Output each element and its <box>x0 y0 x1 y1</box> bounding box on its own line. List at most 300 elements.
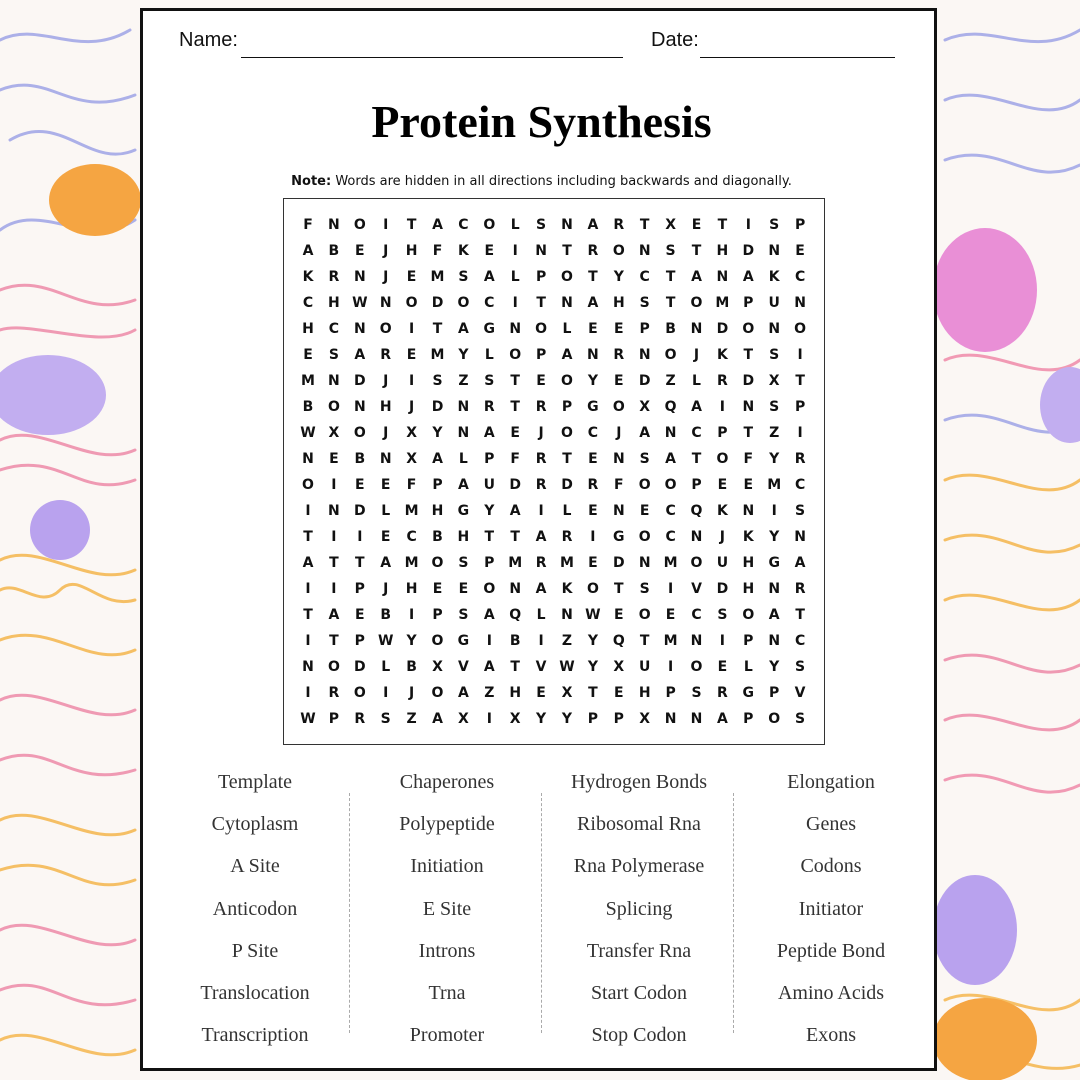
grid-letter[interactable]: E <box>510 425 520 441</box>
grid-letter[interactable]: T <box>743 347 754 363</box>
grid-letter[interactable]: O <box>353 685 366 701</box>
grid-letter[interactable]: X <box>509 711 521 727</box>
grid-letter[interactable]: R <box>483 399 495 415</box>
grid-letter[interactable]: E <box>406 269 417 285</box>
grid-letter[interactable]: O <box>483 581 496 597</box>
grid-letter[interactable]: Q <box>664 399 677 415</box>
grid-letter[interactable]: P <box>432 477 443 493</box>
grid-letter[interactable]: N <box>742 503 755 519</box>
grid-letter[interactable]: C <box>794 477 806 493</box>
grid-letter[interactable]: T <box>329 633 339 649</box>
grid-letter[interactable]: S <box>380 711 391 727</box>
grid-letter[interactable]: A <box>535 529 547 545</box>
grid-letter[interactable]: I <box>383 217 389 233</box>
grid-letter[interactable]: H <box>379 399 392 415</box>
grid-letter[interactable]: U <box>483 477 495 493</box>
grid-letter[interactable]: N <box>353 399 366 415</box>
grid-letter[interactable]: P <box>613 711 624 727</box>
grid-letter[interactable]: W <box>300 711 316 727</box>
grid-letter[interactable]: C <box>406 529 417 545</box>
grid-letter[interactable]: A <box>380 555 392 571</box>
grid-letter[interactable]: M <box>301 373 315 389</box>
grid-letter[interactable]: N <box>328 503 340 519</box>
grid-letter[interactable]: O <box>638 529 651 545</box>
grid-letter[interactable]: D <box>716 321 729 337</box>
grid-letter[interactable]: Y <box>406 633 417 649</box>
grid-letter[interactable]: N <box>612 451 625 467</box>
grid-letter[interactable]: T <box>329 555 339 571</box>
grid-letter[interactable]: H <box>716 243 729 259</box>
grid-letter[interactable]: N <box>768 581 781 597</box>
grid-letter[interactable]: O <box>664 347 677 363</box>
grid-letter[interactable]: C <box>665 503 676 519</box>
grid-letter[interactable]: W <box>352 295 368 311</box>
date-line[interactable] <box>700 57 895 58</box>
grid-letter[interactable]: X <box>406 451 417 467</box>
grid-letter[interactable]: I <box>512 295 518 311</box>
grid-letter[interactable]: I <box>383 685 389 701</box>
grid-letter[interactable]: O <box>638 607 651 623</box>
grid-letter[interactable]: M <box>767 477 782 493</box>
grid-letter[interactable]: I <box>305 503 311 519</box>
grid-letter[interactable]: J <box>408 685 415 701</box>
grid-letter[interactable]: A <box>716 711 728 727</box>
grid-letter[interactable]: M <box>508 555 523 571</box>
grid-letter[interactable]: L <box>692 373 701 389</box>
grid-letter[interactable]: X <box>457 711 469 727</box>
grid-letter[interactable]: T <box>562 243 572 259</box>
grid-letter[interactable]: Q <box>690 503 703 519</box>
grid-letter[interactable]: A <box>483 269 495 285</box>
grid-letter[interactable]: E <box>484 243 495 259</box>
grid-letter[interactable]: B <box>354 451 366 467</box>
grid-letter[interactable]: I <box>331 529 337 545</box>
grid-letter[interactable]: W <box>559 659 575 675</box>
grid-letter[interactable]: N <box>353 269 366 285</box>
grid-letter[interactable]: E <box>614 373 624 389</box>
grid-letter[interactable]: T <box>691 243 702 259</box>
grid-letter[interactable]: P <box>328 711 340 727</box>
grid-letter[interactable]: P <box>743 711 754 727</box>
grid-letter[interactable]: X <box>665 217 676 233</box>
grid-letter[interactable]: A <box>328 607 340 623</box>
grid-letter[interactable]: A <box>742 269 754 285</box>
grid-letter[interactable]: E <box>743 477 754 493</box>
grid-letter[interactable]: X <box>639 711 651 727</box>
grid-letter[interactable]: O <box>664 477 677 493</box>
grid-letter[interactable]: S <box>769 217 780 233</box>
grid-letter[interactable]: A <box>432 451 443 467</box>
grid-letter[interactable]: Z <box>561 633 573 649</box>
grid-letter[interactable]: V <box>457 659 469 675</box>
grid-letter[interactable]: T <box>639 217 650 233</box>
grid-letter[interactable]: J <box>383 425 389 441</box>
grid-letter[interactable]: Y <box>432 425 443 441</box>
grid-letter[interactable]: S <box>639 295 650 311</box>
grid-letter[interactable]: Q <box>509 607 522 623</box>
grid-letter[interactable]: R <box>535 555 547 571</box>
grid-letter[interactable]: T <box>432 321 443 337</box>
grid-letter[interactable]: Z <box>406 711 417 727</box>
grid-letter[interactable]: I <box>357 529 363 545</box>
grid-letter[interactable]: N <box>561 295 573 311</box>
grid-letter[interactable]: M <box>430 269 445 285</box>
grid-letter[interactable]: S <box>458 607 469 623</box>
grid-letter[interactable]: R <box>794 451 806 467</box>
grid-letter[interactable]: O <box>302 477 314 493</box>
grid-letter[interactable]: X <box>639 399 651 415</box>
grid-letter[interactable]: P <box>743 633 754 649</box>
grid-letter[interactable]: J <box>383 243 389 259</box>
grid-letter[interactable]: Y <box>587 373 598 389</box>
grid-letter[interactable]: M <box>404 555 419 571</box>
grid-letter[interactable]: D <box>431 295 444 311</box>
grid-letter[interactable]: O <box>690 555 703 571</box>
grid-letter[interactable]: R <box>587 243 599 259</box>
grid-letter[interactable]: R <box>535 451 547 467</box>
grid-letter[interactable]: I <box>538 503 544 519</box>
grid-letter[interactable]: T <box>588 685 598 701</box>
grid-letter[interactable]: P <box>484 451 495 467</box>
grid-letter[interactable]: V <box>535 659 547 675</box>
grid-letter[interactable]: E <box>588 321 598 337</box>
grid-letter[interactable]: W <box>300 425 316 441</box>
grid-letter[interactable]: M <box>715 295 730 311</box>
grid-letter[interactable]: N <box>302 659 314 675</box>
grid-letter[interactable]: N <box>379 451 392 467</box>
grid-letter[interactable]: A <box>509 503 521 519</box>
grid-letter[interactable]: M <box>663 633 678 649</box>
grid-letter[interactable]: S <box>458 269 469 285</box>
grid-letter[interactable]: D <box>353 659 366 675</box>
grid-letter[interactable]: L <box>484 347 494 363</box>
grid-letter[interactable]: O <box>509 347 522 363</box>
grid-letter[interactable]: B <box>328 243 340 259</box>
grid-letter[interactable]: B <box>406 659 417 675</box>
grid-letter[interactable]: I <box>512 243 518 259</box>
grid-letter[interactable]: Y <box>587 633 598 649</box>
grid-letter[interactable]: P <box>691 477 702 493</box>
grid-letter[interactable]: P <box>561 399 573 415</box>
grid-letter[interactable]: S <box>769 399 780 415</box>
grid-letter[interactable]: E <box>355 607 365 623</box>
grid-letter[interactable]: P <box>587 711 599 727</box>
grid-letter[interactable]: R <box>561 529 573 545</box>
grid-letter[interactable]: E <box>432 581 443 597</box>
grid-letter[interactable]: J <box>538 425 544 441</box>
grid-letter[interactable]: N <box>794 295 806 311</box>
grid-letter[interactable]: O <box>457 295 470 311</box>
grid-letter[interactable]: R <box>380 347 392 363</box>
grid-letter[interactable]: P <box>535 269 547 285</box>
grid-letter[interactable]: H <box>612 295 625 311</box>
grid-letter[interactable]: E <box>536 685 546 701</box>
grid-letter[interactable]: X <box>406 425 417 441</box>
grid-letter[interactable]: O <box>353 217 366 233</box>
grid-letter[interactable]: A <box>354 347 366 363</box>
grid-letter[interactable]: I <box>331 477 337 493</box>
grid-letter[interactable]: A <box>768 607 780 623</box>
grid-letter[interactable]: N <box>561 217 573 233</box>
grid-letter[interactable]: X <box>561 685 573 701</box>
grid-letter[interactable]: O <box>561 269 573 285</box>
grid-letter[interactable]: I <box>745 217 751 233</box>
grid-letter[interactable]: T <box>303 529 313 545</box>
grid-letter[interactable]: R <box>613 347 625 363</box>
grid-letter[interactable]: S <box>536 217 547 233</box>
grid-letter[interactable]: O <box>612 243 625 259</box>
grid-letter[interactable]: S <box>458 555 469 571</box>
grid-letter[interactable]: S <box>328 347 339 363</box>
grid-letter[interactable]: O <box>327 659 340 675</box>
grid-letter[interactable]: N <box>768 243 781 259</box>
grid-letter[interactable]: B <box>432 529 443 545</box>
grid-letter[interactable]: E <box>665 607 676 623</box>
grid-letter[interactable]: H <box>742 581 755 597</box>
grid-letter[interactable]: R <box>717 373 728 389</box>
grid-letter[interactable]: J <box>719 529 725 545</box>
grid-letter[interactable]: O <box>431 633 444 649</box>
grid-letter[interactable]: I <box>331 581 337 597</box>
grid-letter[interactable]: T <box>665 295 676 311</box>
grid-letter[interactable]: B <box>380 607 392 623</box>
grid-letter[interactable]: T <box>639 633 650 649</box>
grid-letter[interactable]: E <box>614 607 624 623</box>
grid-letter[interactable]: R <box>354 711 366 727</box>
grid-letter[interactable]: S <box>639 581 650 597</box>
grid-letter[interactable]: L <box>381 659 391 675</box>
grid-letter[interactable]: O <box>379 321 392 337</box>
grid-letter[interactable]: M <box>404 503 419 519</box>
grid-letter[interactable]: E <box>406 347 417 363</box>
grid-letter[interactable]: R <box>794 581 806 597</box>
grid-letter[interactable]: I <box>538 633 544 649</box>
grid-letter[interactable]: E <box>614 321 624 337</box>
grid-letter[interactable]: Z <box>769 425 780 441</box>
grid-letter[interactable]: F <box>432 243 443 259</box>
grid-letter[interactable]: D <box>353 373 366 389</box>
grid-letter[interactable]: G <box>457 503 470 519</box>
grid-letter[interactable]: D <box>742 373 755 389</box>
grid-letter[interactable]: S <box>639 451 650 467</box>
grid-letter[interactable]: N <box>302 451 314 467</box>
grid-letter[interactable]: N <box>638 347 651 363</box>
grid-letter[interactable]: C <box>665 529 676 545</box>
grid-letter[interactable]: O <box>431 685 444 701</box>
grid-letter[interactable]: E <box>380 529 391 545</box>
grid-letter[interactable]: O <box>327 399 340 415</box>
grid-letter[interactable]: S <box>432 373 443 389</box>
grid-letter[interactable]: N <box>690 711 703 727</box>
grid-letter[interactable]: E <box>355 243 365 259</box>
grid-letter[interactable]: I <box>305 685 311 701</box>
grid-letter[interactable]: Z <box>665 373 676 389</box>
grid-letter[interactable]: U <box>639 659 651 675</box>
grid-letter[interactable]: A <box>302 243 314 259</box>
grid-letter[interactable]: F <box>510 451 520 467</box>
grid-letter[interactable]: L <box>510 269 520 285</box>
grid-letter[interactable]: A <box>457 477 469 493</box>
grid-letter[interactable]: M <box>430 347 445 363</box>
grid-letter[interactable]: H <box>638 685 651 701</box>
grid-letter[interactable]: R <box>328 269 340 285</box>
grid-letter[interactable]: Y <box>587 659 598 675</box>
grid-letter[interactable]: O <box>353 425 366 441</box>
grid-letter[interactable]: E <box>691 217 702 233</box>
grid-letter[interactable]: N <box>768 321 781 337</box>
grid-letter[interactable]: N <box>509 321 522 337</box>
grid-letter[interactable]: T <box>588 269 598 285</box>
grid-letter[interactable]: K <box>561 581 573 597</box>
grid-letter[interactable]: Y <box>769 529 780 545</box>
grid-letter[interactable]: I <box>797 425 803 441</box>
grid-letter[interactable]: E <box>639 503 650 519</box>
grid-letter[interactable]: E <box>717 659 728 675</box>
grid-letter[interactable]: H <box>431 503 444 519</box>
grid-letter[interactable]: O <box>405 295 418 311</box>
grid-letter[interactable]: K <box>742 529 754 545</box>
grid-letter[interactable]: A <box>587 217 599 233</box>
grid-letter[interactable]: H <box>405 581 418 597</box>
grid-letter[interactable]: E <box>380 477 391 493</box>
grid-letter[interactable]: Y <box>613 269 624 285</box>
grid-letter[interactable]: L <box>510 217 520 233</box>
grid-letter[interactable]: K <box>716 347 728 363</box>
grid-letter[interactable]: B <box>665 321 676 337</box>
grid-letter[interactable]: O <box>586 581 599 597</box>
grid-letter[interactable]: N <box>328 217 340 233</box>
grid-letter[interactable]: X <box>432 659 443 675</box>
grid-letter[interactable]: E <box>795 243 805 259</box>
grid-letter[interactable]: I <box>305 633 311 649</box>
grid-letter[interactable]: A <box>587 295 599 311</box>
grid-letter[interactable]: O <box>716 451 729 467</box>
grid-letter[interactable]: E <box>588 555 598 571</box>
grid-letter[interactable]: T <box>510 529 520 545</box>
grid-letter[interactable]: Z <box>484 685 495 701</box>
grid-letter[interactable]: C <box>794 269 806 285</box>
grid-letter[interactable]: T <box>562 451 572 467</box>
grid-letter[interactable]: U <box>716 555 729 571</box>
grid-letter[interactable]: N <box>509 581 522 597</box>
grid-letter[interactable]: X <box>768 373 780 389</box>
grid-letter[interactable]: C <box>691 607 702 623</box>
grid-letter[interactable]: E <box>614 685 624 701</box>
grid-letter[interactable]: O <box>638 477 651 493</box>
grid-letter[interactable]: D <box>638 373 651 389</box>
grid-letter[interactable]: T <box>795 373 805 389</box>
grid-letter[interactable]: N <box>561 607 573 623</box>
grid-letter[interactable]: E <box>717 477 728 493</box>
grid-letter[interactable]: C <box>639 269 650 285</box>
grid-letter[interactable]: C <box>587 425 599 441</box>
grid-letter[interactable]: N <box>612 503 625 519</box>
grid-letter[interactable]: B <box>302 399 314 415</box>
grid-letter[interactable]: T <box>795 607 805 623</box>
grid-letter[interactable]: K <box>716 503 728 519</box>
grid-letter[interactable]: G <box>742 685 755 701</box>
grid-letter[interactable]: P <box>743 295 754 311</box>
grid-letter[interactable]: P <box>794 399 806 415</box>
grid-letter[interactable]: O <box>561 425 573 441</box>
grid-letter[interactable]: T <box>717 217 728 233</box>
grid-letter[interactable]: S <box>795 659 806 675</box>
grid-letter[interactable]: D <box>612 555 625 571</box>
grid-letter[interactable]: W <box>585 607 601 623</box>
grid-letter[interactable]: D <box>742 243 755 259</box>
grid-letter[interactable]: A <box>691 269 702 285</box>
grid-letter[interactable]: N <box>638 555 651 571</box>
grid-letter[interactable]: T <box>665 269 676 285</box>
grid-letter[interactable]: Y <box>561 711 573 727</box>
grid-letter[interactable]: T <box>614 581 624 597</box>
grid-letter[interactable]: I <box>719 399 725 415</box>
grid-letter[interactable]: N <box>535 243 547 259</box>
grid-letter[interactable]: A <box>535 581 547 597</box>
grid-letter[interactable]: C <box>458 217 469 233</box>
grid-letter[interactable]: O <box>742 607 755 623</box>
grid-letter[interactable]: L <box>562 321 572 337</box>
grid-letter[interactable]: V <box>794 685 806 701</box>
grid-letter[interactable]: P <box>484 555 495 571</box>
grid-letter[interactable]: R <box>535 477 547 493</box>
grid-letter[interactable]: F <box>303 217 313 233</box>
grid-letter[interactable]: O <box>768 711 781 727</box>
grid-letter[interactable]: I <box>797 347 803 363</box>
grid-letter[interactable]: A <box>665 451 677 467</box>
grid-letter[interactable]: T <box>510 659 520 675</box>
grid-letter[interactable]: A <box>483 607 495 623</box>
name-line[interactable] <box>241 57 623 58</box>
grid-letter[interactable]: M <box>560 555 574 571</box>
grid-letter[interactable]: N <box>664 711 677 727</box>
grid-letter[interactable]: D <box>353 503 366 519</box>
grid-letter[interactable]: T <box>484 529 495 545</box>
grid-letter[interactable]: T <box>510 373 520 389</box>
grid-letter[interactable]: D <box>561 477 573 493</box>
grid-letter[interactable]: S <box>665 243 676 259</box>
grid-letter[interactable]: G <box>457 633 470 649</box>
grid-letter[interactable]: P <box>639 321 650 337</box>
grid-letter[interactable]: F <box>406 477 417 493</box>
grid-letter[interactable]: N <box>716 269 729 285</box>
grid-letter[interactable]: L <box>381 503 391 519</box>
grid-letter[interactable]: C <box>302 295 314 311</box>
grid-letter[interactable]: Y <box>458 347 469 363</box>
grid-letter[interactable]: H <box>509 685 522 701</box>
grid-letter[interactable]: R <box>717 685 728 701</box>
grid-letter[interactable]: P <box>794 217 806 233</box>
grid-letter[interactable]: L <box>458 451 468 467</box>
grid-letter[interactable]: F <box>614 477 624 493</box>
grid-letter[interactable]: O <box>561 373 573 389</box>
grid-letter[interactable]: N <box>690 529 703 545</box>
grid-letter[interactable]: Q <box>612 633 625 649</box>
grid-letter[interactable]: N <box>638 243 651 259</box>
grid-letter[interactable]: A <box>432 217 443 233</box>
grid-letter[interactable]: C <box>328 321 340 337</box>
grid-letter[interactable]: T <box>510 399 520 415</box>
grid-letter[interactable]: U <box>768 295 780 311</box>
grid-letter[interactable]: I <box>408 607 415 623</box>
grid-letter[interactable]: E <box>303 347 313 363</box>
grid-letter[interactable]: I <box>719 633 725 649</box>
grid-letter[interactable]: P <box>717 425 728 441</box>
grid-letter[interactable]: N <box>587 347 599 363</box>
grid-letter[interactable]: H <box>328 295 340 311</box>
grid-letter[interactable]: N <box>379 295 392 311</box>
grid-letter[interactable]: N <box>742 399 755 415</box>
